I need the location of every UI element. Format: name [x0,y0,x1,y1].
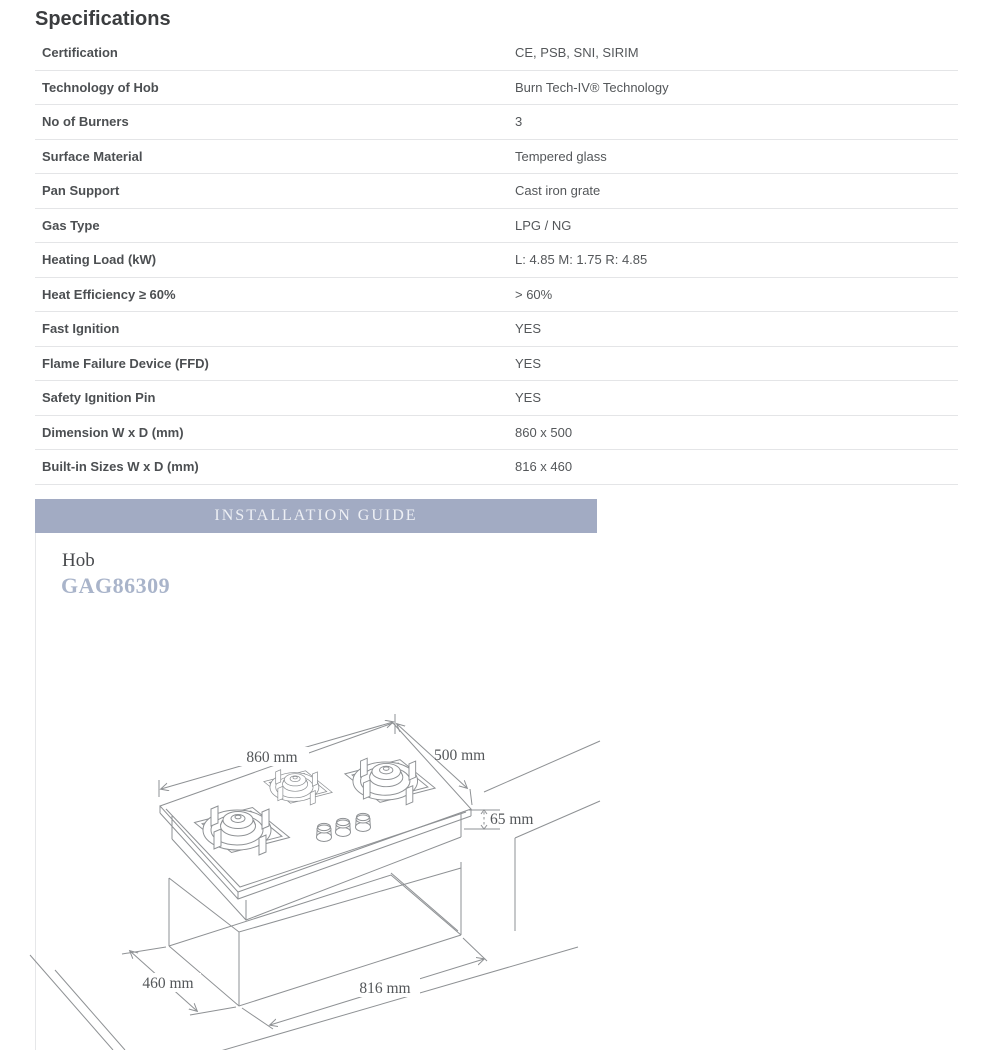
table-row [35,312,958,347]
table-row [35,174,958,209]
spec-value: CE, PSB, SNI, SIRIM [515,45,639,61]
spec-value: 816 x 460 [515,459,573,475]
installation-guide-title: INSTALLATION GUIDE [214,507,418,524]
spec-value: 3 [515,114,523,130]
spec-label: Gas Type [42,217,100,233]
table-row [35,450,958,485]
product-model-label: GAG86309 [61,573,171,598]
spec-label: Fast Ignition [42,321,120,337]
specifications-table [35,36,958,485]
table-row [35,71,958,106]
dimension-cutout-width [242,938,487,1029]
spec-label: Pan Support [42,183,120,199]
dim-label-460: 460 mm [142,975,194,992]
dimension-cutout-depth [122,947,236,1015]
spec-label: Built-in Sizes W x D (mm) [42,459,199,475]
installation-guide-banner [35,499,597,533]
dim-label-65: 65 mm [490,811,534,828]
spec-value: YES [515,321,542,337]
dim-label-500: 500 mm [434,747,486,764]
table-row [35,278,958,313]
spec-value: LPG / NG [515,217,572,233]
table-row [35,209,958,244]
spec-value: 860 x 500 [515,424,573,440]
spec-value: > 60% [515,286,553,302]
spec-value: Cast iron grate [515,183,601,199]
dimension-below-counter [464,810,534,829]
spec-value: Burn Tech-IV® Technology [515,79,669,95]
spec-label: Flame Failure Device (FFD) [42,355,209,371]
dim-label-860: 860 mm [246,749,298,766]
table-row [35,140,958,175]
spec-label: Technology of Hob [42,79,159,95]
hob-drawing [160,723,471,920]
spec-value: Tempered glass [515,148,607,164]
dim-label-816: 816 mm [359,980,411,997]
table-row [35,347,958,382]
spec-value: YES [515,390,542,406]
table-row [35,105,958,140]
spec-label: Heat Efficiency ≥ 60% [42,286,176,302]
table-row [35,381,958,416]
table-row [35,36,958,71]
product-type-label: Hob [62,550,95,571]
spec-label: Heating Load (kW) [42,252,157,268]
spec-value: L: 4.85 M: 1.75 R: 4.85 [515,252,648,268]
spec-label: Safety Ignition Pin [42,390,156,406]
spec-label: No of Burners [42,114,129,130]
page-title: Specifications [35,8,171,30]
table-row [35,243,958,278]
spec-label: Dimension W x D (mm) [42,424,184,440]
spec-value: YES [515,355,542,371]
spec-label: Certification [42,45,118,61]
installation-diagram [0,615,660,1050]
spec-label: Surface Material [42,148,143,164]
table-row [35,416,958,451]
